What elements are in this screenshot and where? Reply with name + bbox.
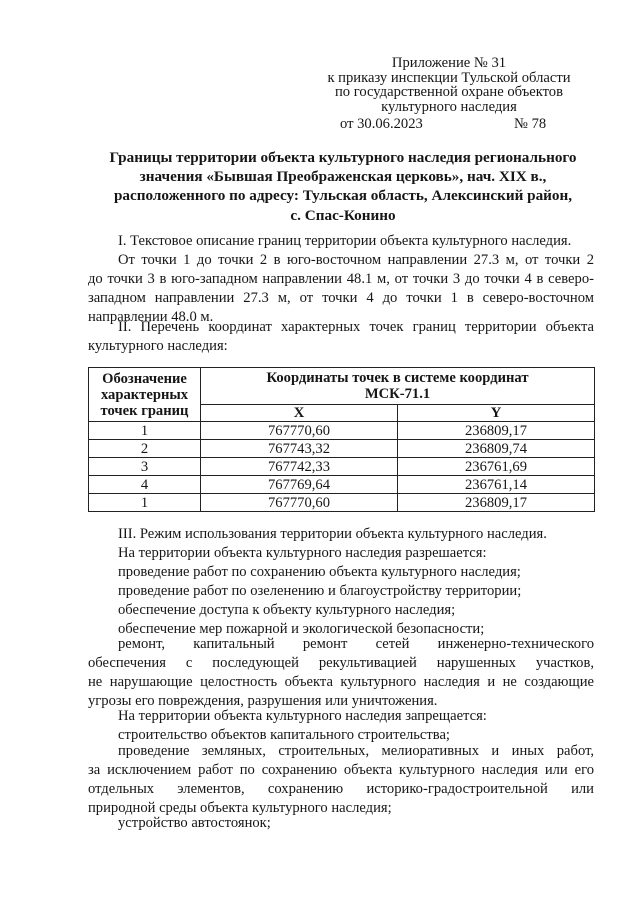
- repair-line: обеспечения с последующей рекультивацией нарушенных участков,: [88, 655, 594, 671]
- y-cell: 236809,17: [398, 494, 595, 512]
- forbidden-item: устройство автостоянок;: [118, 815, 271, 831]
- point-cell: 1: [89, 494, 201, 512]
- appendix-line: к приказу инспекции Тульской области: [327, 69, 571, 86]
- y-cell: 236809,17: [398, 422, 595, 440]
- section1-body-line: От точки 1 до точки 2 в юго-восточном направлении 27.3 м, от точки 2: [118, 252, 594, 268]
- allowed-item: проведение работ по озеленению и благоустройству территории;: [118, 583, 522, 599]
- y-cell: 236761,14: [398, 476, 595, 494]
- appendix-line: Приложение № 31: [391, 55, 507, 71]
- header-line: Обозначение: [102, 370, 187, 387]
- allowed-intro: На территории объекта культурного наследия разрешается:: [118, 545, 487, 561]
- appendix-header: [318, 56, 580, 114]
- title-line: Границы территории объекта культурного наследия регионального: [109, 149, 577, 166]
- point-cell: 2: [89, 440, 201, 458]
- coordinates-table: [88, 367, 595, 512]
- x-cell: 767742,33: [201, 458, 398, 476]
- coordinate-system-header: [201, 368, 595, 405]
- forbidden-item: строительство объектов капитального строительства;: [118, 727, 450, 743]
- earthworks-line: природной среды объекта культурного наследия;: [88, 800, 392, 816]
- title-line: значения «Бывшая Преображенская церковь», нач. XIX в.,: [139, 168, 547, 186]
- section1-body-line: направлении 48.0 м.: [88, 309, 214, 325]
- section1-body-line: западном направлении 27.3 м, от точки 4 до точки 1 в северо-восточном: [88, 290, 594, 306]
- header-line: МСК-71.1: [364, 386, 431, 402]
- repair-line: угрозы его повреждения, разрушения или уничтожения.: [88, 693, 438, 709]
- point-cell: 4: [89, 476, 201, 494]
- earthworks-line: проведение земляных, строительных, мелиоративных и иных работ,: [118, 743, 594, 759]
- header-line: Координаты точек в системе координат: [266, 370, 529, 386]
- x-cell: 767769,64: [201, 476, 398, 494]
- point-cell: 1: [89, 422, 201, 440]
- column-y-header: Y: [398, 405, 595, 422]
- point-designation-header: [89, 368, 201, 422]
- repair-line: ремонт, капитальный ремонт сетей инженерно-технического: [118, 636, 594, 652]
- y-cell: 236761,69: [398, 458, 595, 476]
- table-row: [89, 458, 595, 476]
- x-cell: 767770,60: [201, 422, 398, 440]
- order-number: № 78: [514, 116, 547, 132]
- repair-line: не нарушающие целостность объекта культурного наследия и не создающие: [88, 674, 594, 690]
- table-row: [89, 440, 595, 458]
- y-cell: 236809,74: [398, 440, 595, 458]
- header-line: характерных: [100, 386, 189, 403]
- table-row: [89, 494, 595, 512]
- appendix-line: культурного наследия: [381, 98, 517, 115]
- table-row: [89, 422, 595, 440]
- title-line: расположенного по адресу: Тульская область, Алексинский район,: [113, 187, 573, 205]
- section1-heading: I. Текстовое описание границ территории объекта культурного наследия.: [118, 233, 572, 249]
- table-row: [89, 476, 595, 494]
- earthworks-line: за исключением работ по сохранению объекта культурного наследия или его: [88, 762, 594, 778]
- x-cell: 767743,32: [201, 440, 398, 458]
- section1-body-line: до точки 3 в юго-западном направлении 48.1 м, от точки 3 до точки 4 в северо-: [88, 271, 594, 287]
- section2-heading-line: II. Перечень координат характерных точек границ территории объекта: [118, 319, 594, 335]
- column-x-header: X: [201, 405, 398, 422]
- allowed-item: обеспечение доступа к объекту культурного наследия;: [118, 602, 456, 618]
- order-date: от 30.06.2023: [340, 116, 423, 132]
- header-line: точек границ: [100, 402, 189, 419]
- point-cell: 3: [89, 458, 201, 476]
- forbidden-intro: На территории объекта культурного наследия запрещается:: [118, 708, 487, 724]
- allowed-item: проведение работ по сохранению объекта культурного наследия;: [118, 564, 521, 580]
- document-title: [90, 148, 596, 225]
- section2-heading-line: культурного наследия:: [88, 338, 228, 354]
- x-cell: 767770,60: [201, 494, 398, 512]
- earthworks-line: отдельных элементов, сохранению историко-градостроительной или: [88, 781, 594, 797]
- title-line: с. Спас-Конино: [290, 206, 396, 224]
- section3-heading: III. Режим использования территории объекта культурного наследия.: [118, 526, 547, 542]
- appendix-line: по государственной охране объектов: [334, 84, 563, 101]
- allowed-item: обеспечение мер пожарной и экологической безопасности;: [118, 621, 485, 637]
